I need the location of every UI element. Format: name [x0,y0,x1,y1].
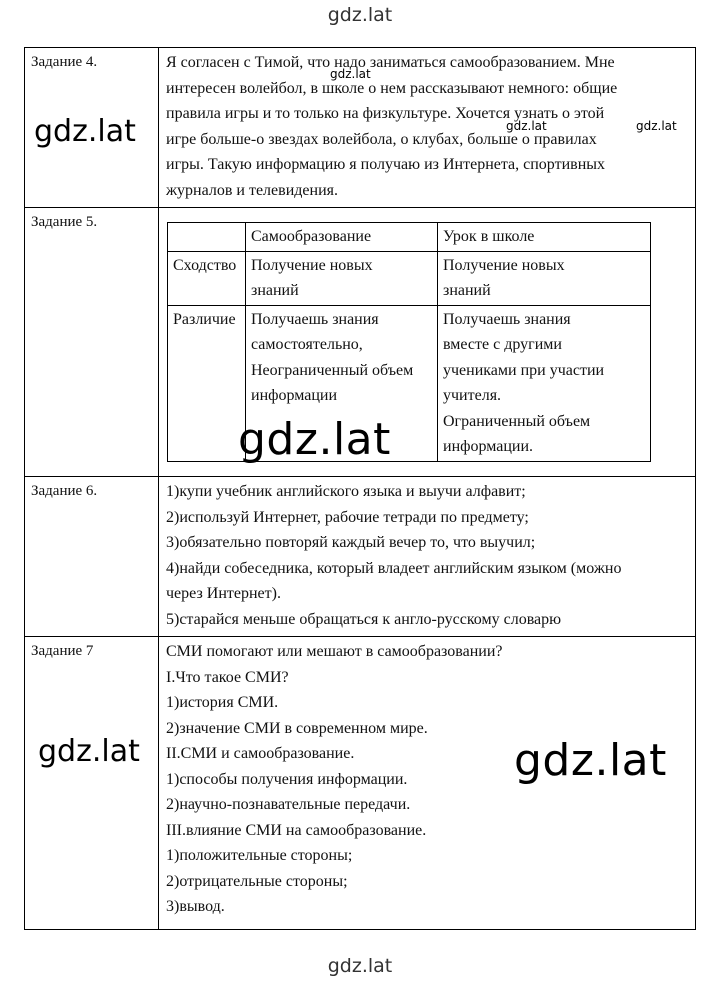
task-7-line: II.СМИ и самообразование. [166,745,355,762]
task-7-line: 2)отрицательные стороны; [166,872,348,890]
cell-line: знаний [443,282,491,299]
task-4-line: игры. Такую информацию я получаю из Интернета, спортивных [166,156,606,173]
task-4-line: правила игры и то только на физкультуре. Хочется узнать о этой [166,105,605,122]
watermark-large: gdz.lat [34,114,136,149]
cell-line: Получение новых [251,256,373,274]
comparison-header-self-education: Самообразование [246,223,438,252]
task-7-line: 2)значение СМИ в современном мире. [166,719,428,737]
watermark-small: gdz.lat [506,119,547,133]
task-6-line: через Интернет). [166,585,281,602]
task-6-answer [159,477,696,637]
cell-line: самостоятельно, [251,336,363,353]
task-7-line: I.Что такое СМИ? [166,668,289,686]
cell-line: информации [251,387,338,404]
cell-line: Получаешь знания [251,310,379,328]
cell-line: информации. [443,438,534,455]
comparison-header-empty [168,223,246,252]
watermark-small: gdz.lat [330,67,371,81]
task-4-line: игре больше-о звездах волейбола, о клубах, больше о правилах [166,130,597,148]
cell-line: Неограниченный объем [251,361,414,379]
watermark-large: gdz.lat [514,735,667,786]
difference-label: Различие [168,305,246,461]
watermark-large: gdz.lat [238,414,391,465]
similarity-self-education [246,251,438,305]
cell-line: знаний [251,282,299,299]
task-6-line: 5)старайся меньше обращаться к англо-русскому словарю [166,610,562,628]
task-6-line: 3)обязательно повторяй каждый вечер то, что выучил; [166,534,536,551]
watermark-bottom: gdz.lat [327,955,393,977]
cell-line: Получаешь знания [443,310,571,328]
task-4-label: Задание 4. [25,48,159,208]
cell-line: Получение новых [443,256,565,274]
task-4-answer [159,48,696,208]
comparison-header-row [168,223,651,252]
task-7-line: 1)способы получения информации. [166,770,408,788]
watermark-small: gdz.lat [636,119,677,133]
task-7-label: Задание 7 [25,637,159,930]
cell-line: учителя. [443,387,502,404]
task-6-line: 2)используй Интернет, рабочие тетради по предмету; [166,508,529,526]
similarity-school-lesson [438,251,651,305]
homework-table [24,47,696,930]
watermark-top: gdz.lat [327,4,393,26]
task-6-label: Задание 6. [25,477,159,637]
task-7-line: 1)история СМИ. [166,694,279,711]
comparison-header-school-lesson: Урок в школе [438,223,651,252]
task-7-line: 1)положительные стороны; [166,847,353,864]
comparison-row-similarity [168,251,651,305]
task-7-line: 2)научно-познавательные передачи. [166,796,411,813]
task-4-line: Я согласен с Тимой, что надо заниматься самообразованием. Мне [166,54,615,71]
watermark-large: gdz.lat [38,734,140,769]
cell-line: Ограниченный объем [443,412,591,430]
task-7-line: СМИ помогают или мешают в самообразовании? [166,643,503,660]
cell-line: учениками при участии [443,361,605,379]
task-4-line: интересен волейбол, в школе о нем рассказывают немного: общие [166,79,618,97]
task-7-line: III.влияние СМИ на самообразование. [166,821,427,839]
task-6-line: 1)купи учебник английского языка и выучи алфавит; [166,483,526,500]
similarity-label: Сходство [168,251,246,305]
difference-school-lesson [438,305,651,461]
task-6-line: 4)найди собеседника, который владеет английским языком (можно [166,559,622,577]
task-5-label: Задание 5. [25,208,159,477]
task-7-line: 3)вывод. [166,898,225,915]
cell-line: вместе с другими [443,336,562,353]
task-6-row [25,477,696,637]
task-4-line: журналов и телевидения. [166,181,338,199]
